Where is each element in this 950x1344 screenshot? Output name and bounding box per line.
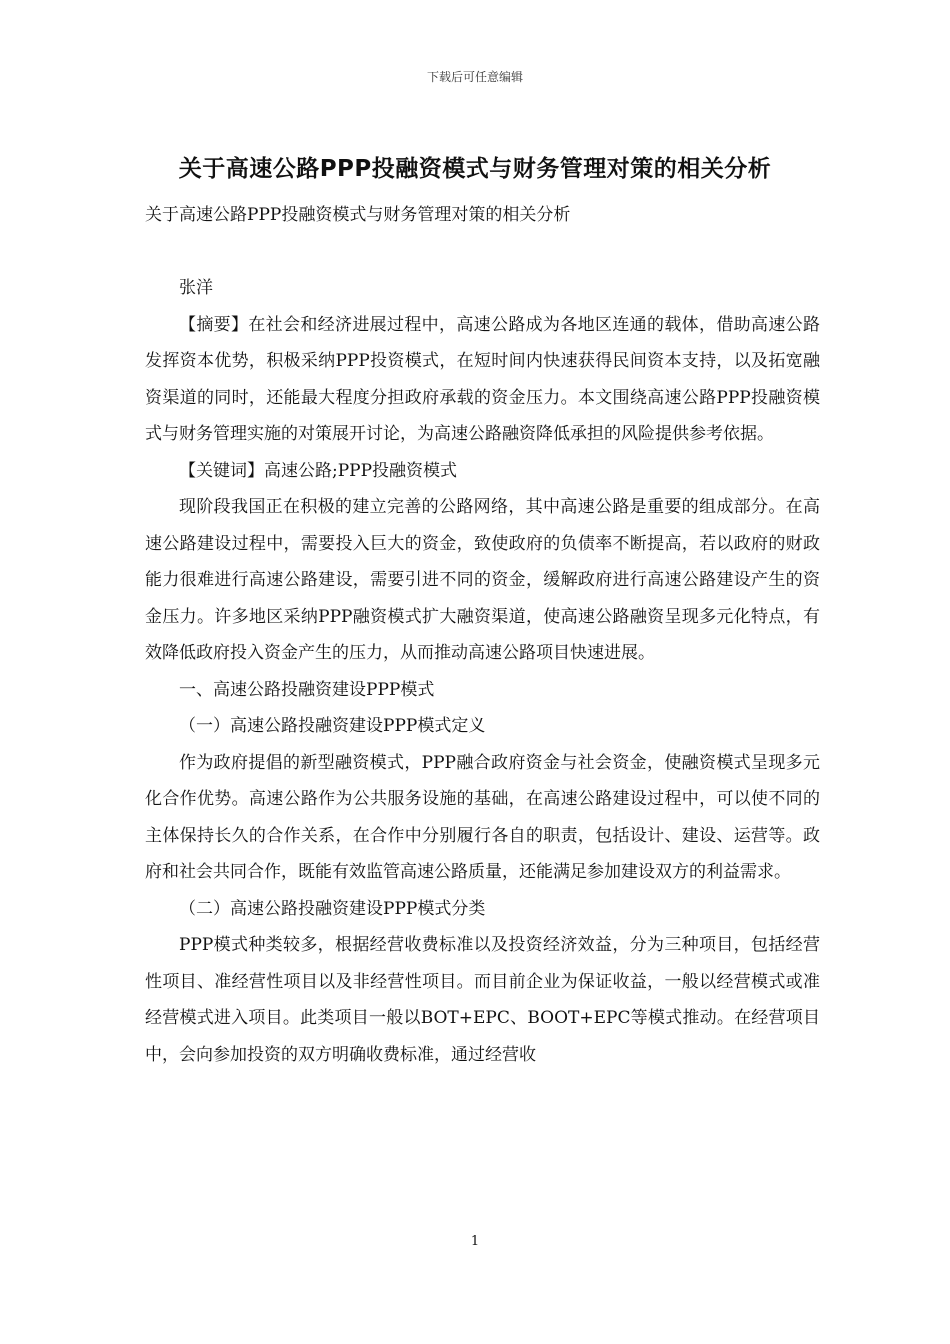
definition-paragraph: 作为政府提倡的新型融资模式，PPP融合政府资金与社会资金，使融资模式呈现多元化合作优势。高速公路作为公共服务设施的基础，在高速公路建设过程中，可以使不同的主体保持长久的合作关系，在合作中分别履行各自的职责，包括设计、建设、运营等。政府和社会共同合作，既能有效监管高速公路质量，还能满足参加建设双方的利益需求。: [145, 752, 820, 882]
subsection-heading-2: （二）高速公路投融资建设PPP模式分类: [179, 898, 486, 919]
abstract-paragraph: 【摘要】在社会和经济进展过程中，高速公路成为各地区连通的载体，借助高速公路发挥资本优势，积极采纳PPP投资模式，在短时间内快速获得民间资本支持，以及拓宽融资渠道的同时，还能最大程度分担政府承载的资金压力。本文围绕高速公路PPP投融资模式与财务管理实施的对策展开讨论，为高速公路融资降低承担的风险提供参考依据。: [145, 314, 820, 444]
document-title: 关于高速公路PPP投融资模式与财务管理对策的相关分析: [178, 156, 772, 182]
keywords-paragraph: 【关键词】高速公路;PPP投融资模式: [179, 460, 458, 481]
subsection-heading-1: （一）高速公路投融资建设PPP模式定义: [179, 716, 486, 736]
classification-paragraph: PPP模式种类较多，根据经营收费标准以及投资经济效益，分为三种项目，包括经营性项目、准经营性项目以及非经营性项目。而目前企业为保证收益，一般以经营模式或准经营模式进入项目。此类项目一般以BOT+EPC、BOOT+EPC等模式推动。在经营项目中，会向参加投资的双方明确收费标准，通过经营收: [145, 935, 820, 1065]
document-subtitle: 关于高速公路PPP投融资模式与财务管理对策的相关分析: [145, 205, 571, 225]
author-line: 张洋: [179, 278, 213, 298]
page-header-note: 下载后可任意编辑: [426, 70, 523, 84]
section-heading-1: 一、高速公路投融资建设PPP模式: [179, 679, 435, 700]
intro-paragraph: 现阶段我国正在积极的建立完善的公路网络，其中高速公路是重要的组成部分。在高速公路建设过程中，需要投入巨大的资金，致使政府的负债率不断提高，若以政府的财政能力很难进行高速公路建设，需要引进不同的资金，缓解政府进行高速公路建设产生的资金压力。许多地区采纳PPP融资模式扩大融资渠道，使高速公路融资呈现多元化特点，有效降低政府投入资金产生的压力，从而推动高速公路项目快速进展。: [145, 497, 820, 663]
document-body: [145, 270, 820, 1073]
page-number: 1: [470, 1234, 480, 1249]
